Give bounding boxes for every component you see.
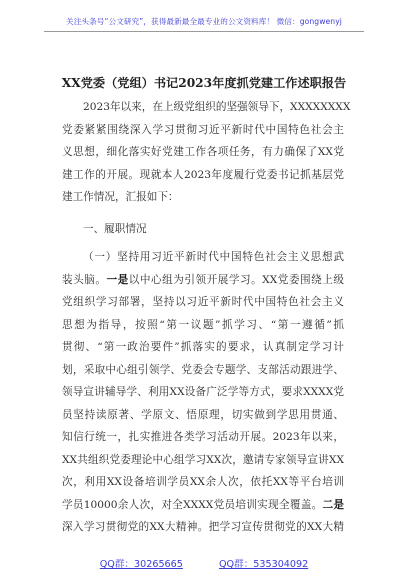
- document-title: XX党委（党组）书记2023年度抓党建工作述职报告: [61, 76, 347, 90]
- paragraph-intro: [62, 96, 351, 209]
- text-line: [62, 494, 344, 517]
- text-line: 义思想，细化落实好党建工作各项任务，有力确保了XX党: [62, 146, 344, 158]
- paragraph-study: [62, 246, 344, 539]
- header-divider: [44, 31, 364, 32]
- text-line: 建工作情况，汇报如下：: [62, 191, 179, 203]
- text-fragment: 以中心组为引领开展学习。XX党委围绕上级: [128, 273, 344, 286]
- text-line: （一）坚持用习近平新时代中国特色社会主义思想武: [83, 251, 344, 263]
- text-line: 员坚持读原著、学原文、悟原理，切实做到学思用贯通、: [62, 408, 344, 421]
- footer-qq-group-2: QQ群：535304092: [219, 559, 309, 570]
- text-line: 2023年以来，在上级党组织的坚强领导下，XXXXXXXX: [83, 101, 351, 113]
- text-line: [62, 269, 344, 292]
- bold-lead: 一是: [106, 273, 129, 286]
- text-line: 划，采取中心组引领学、党委会专题学、支部活动跟进学、: [62, 363, 344, 376]
- text-line: 次，利用XX设备培训学员XX余人次，依托XX等平台培训: [62, 476, 344, 488]
- bold-lead: 二是: [322, 498, 345, 511]
- text-line: 贯彻、“第一政治要件”抓落实的要求，认真制定学习计: [62, 341, 344, 353]
- text-line: 思想为指导，按照“第一议题”抓学习、“第一遵循”抓: [62, 318, 344, 331]
- text-fragment: 学员10000余人次，对全XXXX党员培训实现全覆盖。: [62, 498, 323, 511]
- text-line: 领导宣讲辅导学、利用XX设备广泛学等方式，要求XXXX党: [62, 386, 344, 398]
- text-line: 党委紧紧围绕深入学习贯彻习近平新时代中国特色社会主: [62, 123, 344, 136]
- header-banner: 关注头条号“公文研究”，获得最新最全最专业的公文资料库！ 微信：gongwenyj: [66, 17, 342, 26]
- section-heading: 一、履职情况: [83, 223, 147, 235]
- footer-contacts: [0, 556, 408, 570]
- text-line: XX共组织党委理论中心组学习XX次，邀请专家领导宣讲XX: [62, 453, 344, 466]
- text-line: 深入学习贯彻党的XX大精神。把学习宣传贯彻党的XX大精: [62, 521, 344, 533]
- text-line: 党组织学习部署，坚持以习近平新时代中国特色社会主义: [62, 296, 344, 308]
- text-line: 知信行统一，扎实推进各类学习活动开展。2023年以来，: [62, 431, 344, 443]
- footer-qq-group-1: QQ群：30265665: [99, 559, 183, 570]
- text-fragment: 装头脑。: [62, 273, 107, 286]
- text-line: 建工作的开展。现就本人2023年度履行党委书记抓基层党: [62, 168, 344, 181]
